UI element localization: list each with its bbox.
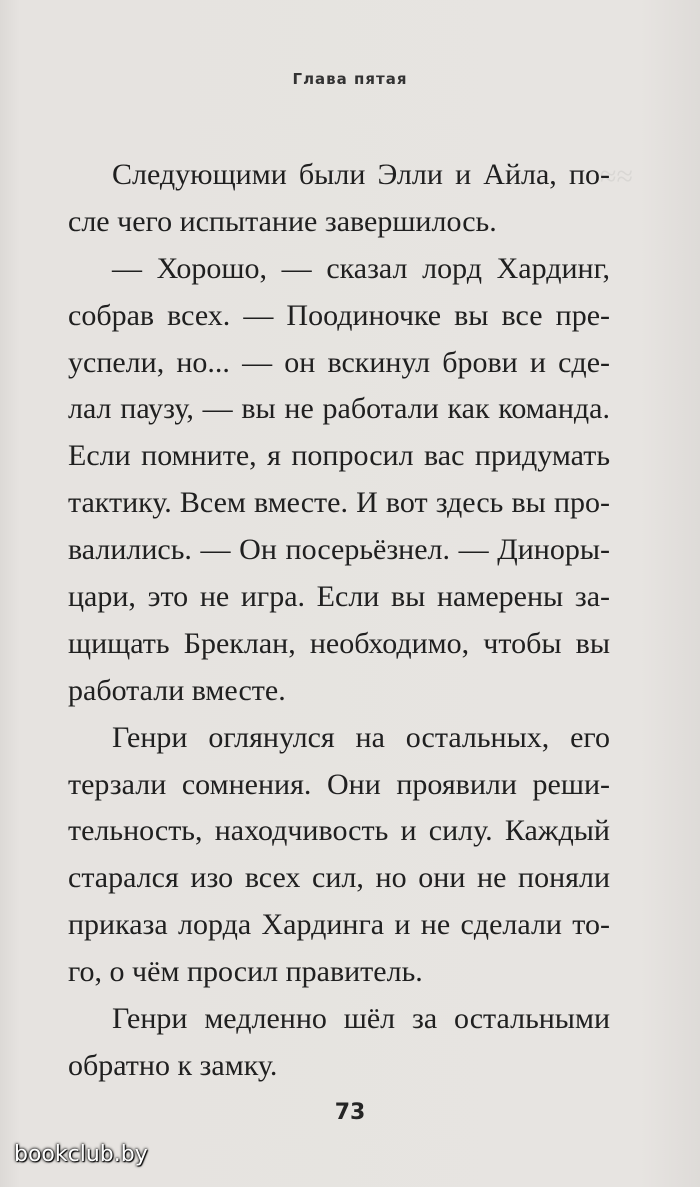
text-line: щищать Бреклан, необходимо, чтобы вы (68, 626, 610, 660)
bleed-through-decoration: ≈≈ (600, 160, 633, 193)
chapter-header: Глава пятая (292, 70, 408, 88)
text-line: — Хорошо, — сказал лорд Хардинг, (112, 251, 610, 285)
text-line: успели, но... — он вскинул брови и сде- (68, 345, 610, 379)
text-line: Генри медленно шёл за остальными (112, 1002, 610, 1036)
text-line: тельность, находчивость и силу. Каждый (68, 814, 610, 848)
site-watermark: bookclub.by (14, 1142, 148, 1167)
text-line: собрав всех. — Поодиночке вы все пре- (68, 298, 610, 332)
text-line: приказа лорда Хардинга и не сделали то- (68, 908, 610, 942)
text-line: лал паузу, — вы не работали как команда. (68, 392, 610, 426)
text-line: Генри оглянулся на остальных, его (112, 720, 610, 754)
text-line: валились. — Он посерьёзнел. — Диноры- (68, 533, 610, 567)
text-line: го, о чём просил правитель. (68, 955, 423, 989)
text-line: работали вместе. (68, 673, 286, 707)
body-text (68, 152, 610, 1090)
text-line: Следующими были Элли и Айла, по- (112, 158, 610, 191)
text-line: сле чего испытание завершилось. (68, 204, 497, 238)
text-line: Если помните, я попросил вас придумать (68, 439, 610, 473)
text-line: старался изо всех сил, но они не поняли (68, 861, 610, 895)
text-line: терзали сомнения. Они проявили реши- (68, 767, 610, 801)
text-line: тактику. Всем вместе. И вот здесь вы про- (68, 486, 610, 520)
text-line: цари, это не игра. Если вы намерены за- (68, 580, 610, 614)
page-number: 73 (334, 1100, 366, 1125)
text-line: обратно к замку. (68, 1048, 278, 1082)
